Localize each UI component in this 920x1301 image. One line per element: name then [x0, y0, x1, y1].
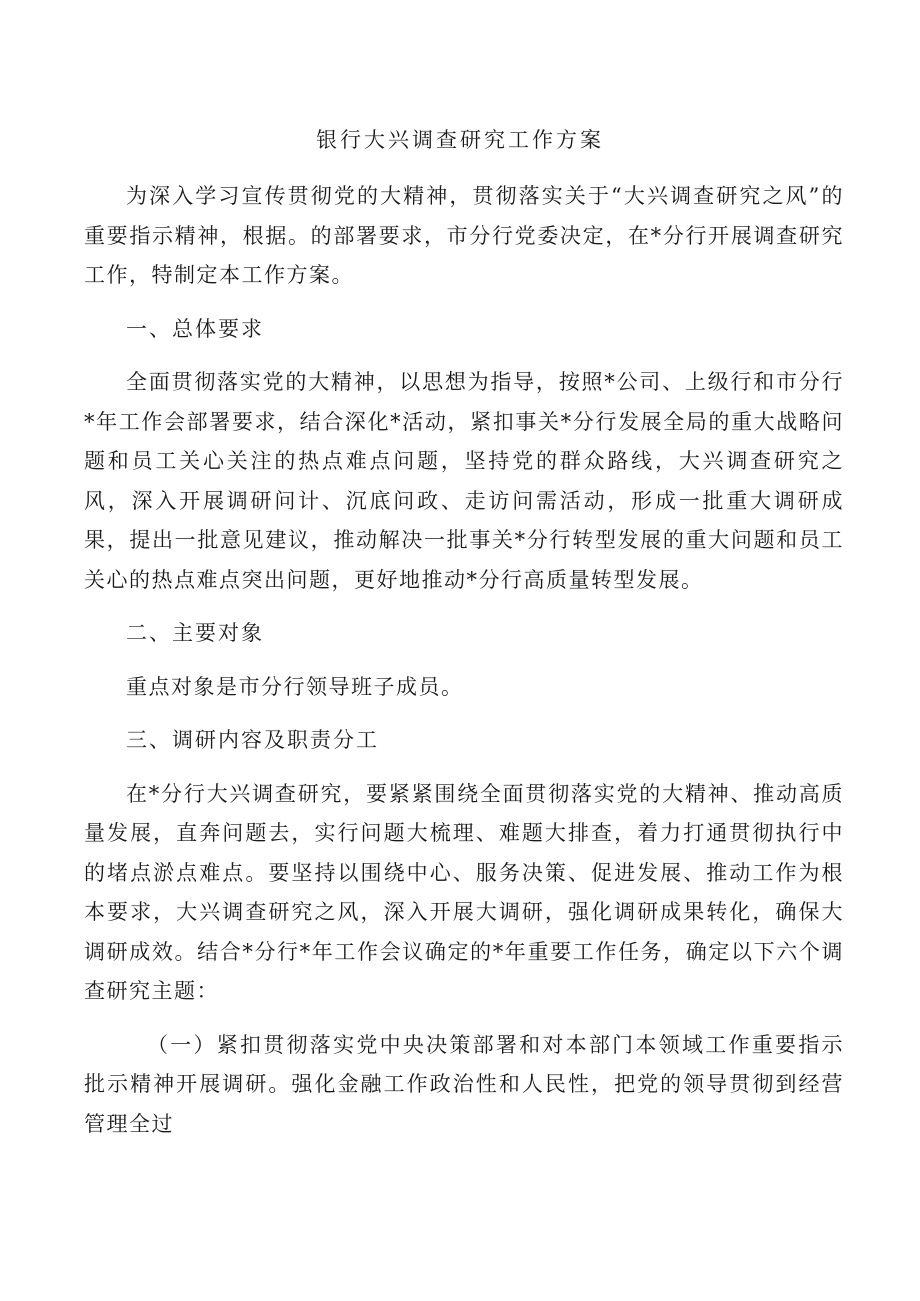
- section-body-general-requirements: 全面贯彻落实党的大精神，以思想为指导，按照*公司、上级行和市分行*年工作会部署要求，结合深化*活动，紧扣事关*分行发展全局的重大战略问题和员工关心关注的热点难点问题，坚持党的群众路线，大兴调查研究之风，深入开展调研问计、沉底问政、走访问需活动，形成一批重大调研成果，提出一批意见建议，推动解决一批事关*分行转型发展的重大问题和员工关心的热点难点突出问题，更好地推动*分行高质量转型发展。: [84, 370, 844, 592]
- document-body: [84, 177, 844, 1144]
- section-body-research-content: 在*分行大兴调查研究，要紧紧围绕全面贯彻落实党的大精神、推动高质量发展，直奔问题去，实行问题大梳理、难题大排查，着力打通贯彻执行中的堵点淤点难点。要坚持以围绕中心、服务决策、促进发展、推动工作为根本要求，大兴调查研究之风，深入开展大调研，强化调研成果转化，确保大调研成效。结合*分行*年工作会议确定的*年重要工作任务，确定以下六个调查研究主题：: [84, 781, 844, 1003]
- intro-paragraph: 为深入学习宣传贯彻党的大精神，贯彻落实关于“大兴调查研究之风”的重要指示精神，根据。的部署要求，市分行党委决定，在*分行开展调查研究工作，特制定本工作方案。: [84, 184, 844, 287]
- section-heading-general-requirements: 一、总体要求: [126, 316, 264, 341]
- section-body-main-targets: 重点对象是市分行领导班子成员。: [126, 674, 464, 699]
- section-heading-main-targets: 二、主要对象: [126, 621, 264, 645]
- document-title: 银行大兴调查研究工作方案: [316, 128, 604, 152]
- section-heading-research-content: 三、调研内容及职责分工: [126, 728, 379, 752]
- subsection-paragraph-1: （一）紧扣贯彻落实党中央决策部署和对本部门本领域工作重要指示批示精神开展调研。强化金融工作政治性和人民性，把党的领导贯彻到经营管理全过: [84, 1032, 844, 1136]
